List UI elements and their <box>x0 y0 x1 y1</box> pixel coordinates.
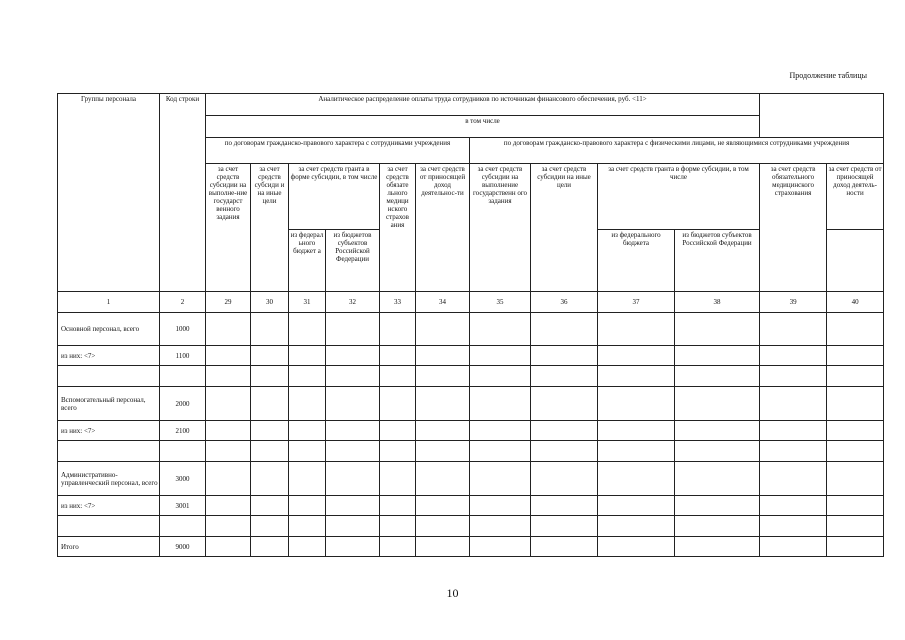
data-cell[interactable] <box>675 346 760 366</box>
header-grant2: за счет средств гранта в форме субсидии, в том числе <box>598 164 760 230</box>
row-label: Вспомогательный персонал, всего <box>58 387 160 421</box>
row-label: из них: <7> <box>58 346 160 366</box>
page-number: 10 <box>446 586 459 600</box>
header-c34: за счет средств от приносящей доход деятельнос-ти <box>416 164 470 292</box>
data-cell[interactable] <box>416 441 470 462</box>
data-cell[interactable] <box>531 313 598 346</box>
data-cell[interactable] <box>531 346 598 366</box>
data-cell[interactable] <box>416 421 470 441</box>
row-label: из них: <7> <box>58 421 160 441</box>
header-civil-ext: по договорам гражданско-правового характера с физическими лицами, не являющимися сотрудниками учреждения <box>470 138 884 164</box>
data-cell[interactable] <box>326 441 380 462</box>
data-cell[interactable] <box>251 441 289 462</box>
row-code: 1000 <box>160 313 206 346</box>
data-cell[interactable] <box>251 516 289 537</box>
data-cell[interactable] <box>326 366 380 387</box>
data-cell[interactable] <box>380 366 416 387</box>
table-row <box>58 516 884 537</box>
data-cell[interactable] <box>326 496 380 516</box>
data-cell[interactable] <box>416 387 470 421</box>
data-cell[interactable] <box>289 346 326 366</box>
data-cell[interactable] <box>598 387 675 421</box>
data-cell[interactable] <box>206 496 251 516</box>
data-cell[interactable] <box>760 366 827 387</box>
column-number: 1 <box>58 292 160 313</box>
data-cell[interactable] <box>531 516 598 537</box>
header-c36: за счет средств субсидии на иные цели <box>531 164 598 292</box>
continuation-label: Продолжение таблицы <box>789 71 867 80</box>
data-cell[interactable] <box>827 366 884 387</box>
column-number: 33 <box>380 292 416 313</box>
table-row <box>58 313 884 346</box>
data-cell[interactable] <box>531 366 598 387</box>
data-cell[interactable] <box>206 387 251 421</box>
header-blank <box>760 94 884 138</box>
data-cell[interactable] <box>827 387 884 421</box>
data-cell[interactable] <box>416 366 470 387</box>
row-code: 2100 <box>160 421 206 441</box>
data-cell[interactable] <box>289 366 326 387</box>
data-cell[interactable] <box>675 496 760 516</box>
header-c37: из федерального бюджета <box>598 230 675 292</box>
report-table <box>57 93 884 557</box>
data-cell[interactable] <box>470 441 531 462</box>
data-cell[interactable] <box>760 387 827 421</box>
data-cell[interactable] <box>675 516 760 537</box>
header-c33: за счет средств обязате льного медици нского страхов ания <box>380 164 416 292</box>
data-cell[interactable] <box>289 516 326 537</box>
data-cell[interactable] <box>380 496 416 516</box>
data-cell[interactable] <box>827 313 884 346</box>
data-cell[interactable] <box>827 537 884 557</box>
data-cell[interactable] <box>251 496 289 516</box>
data-cell[interactable] <box>251 387 289 421</box>
table-row <box>58 537 884 557</box>
data-cell[interactable] <box>326 421 380 441</box>
data-cell[interactable] <box>470 346 531 366</box>
data-cell[interactable] <box>760 516 827 537</box>
column-number: 29 <box>206 292 251 313</box>
header-c40: за счет средств от приносящей доход деятель-ности <box>827 164 884 230</box>
data-cell[interactable] <box>206 366 251 387</box>
data-cell[interactable] <box>416 346 470 366</box>
row-code: 2000 <box>160 387 206 421</box>
data-cell[interactable] <box>380 313 416 346</box>
data-cell[interactable] <box>598 516 675 537</box>
data-cell[interactable] <box>416 313 470 346</box>
data-cell[interactable] <box>251 537 289 557</box>
data-cell[interactable] <box>470 537 531 557</box>
data-cell[interactable] <box>598 366 675 387</box>
row-code: 9000 <box>160 537 206 557</box>
table-body <box>58 292 884 557</box>
data-cell[interactable] <box>531 537 598 557</box>
data-cell[interactable] <box>470 366 531 387</box>
data-cell[interactable] <box>598 421 675 441</box>
data-cell[interactable] <box>675 387 760 421</box>
column-number: 36 <box>531 292 598 313</box>
data-cell[interactable] <box>289 537 326 557</box>
data-cell[interactable] <box>380 421 416 441</box>
data-cell[interactable] <box>598 313 675 346</box>
data-cell[interactable] <box>326 313 380 346</box>
row-code: 3000 <box>160 462 206 496</box>
header-code: Код строки <box>160 94 206 292</box>
table-row <box>58 387 884 421</box>
data-cell[interactable] <box>760 346 827 366</box>
table-row <box>58 366 884 387</box>
data-cell[interactable] <box>206 421 251 441</box>
data-cell[interactable] <box>531 462 598 496</box>
data-cell[interactable] <box>206 346 251 366</box>
data-cell[interactable] <box>827 462 884 496</box>
table-row <box>58 346 884 366</box>
data-cell[interactable] <box>416 537 470 557</box>
data-cell[interactable] <box>675 462 760 496</box>
data-cell[interactable] <box>206 462 251 496</box>
data-cell[interactable] <box>760 496 827 516</box>
row-label: Итого <box>58 537 160 557</box>
header-grant1: за счет средств гранта в форме субсидии, в том числе <box>289 164 380 230</box>
row-code <box>160 516 206 537</box>
column-number: 34 <box>416 292 470 313</box>
data-cell[interactable] <box>251 366 289 387</box>
data-cell[interactable] <box>827 421 884 441</box>
row-label <box>58 441 160 462</box>
table-row <box>58 462 884 496</box>
data-cell[interactable] <box>531 496 598 516</box>
data-cell[interactable] <box>416 496 470 516</box>
column-number: 37 <box>598 292 675 313</box>
data-cell[interactable] <box>326 462 380 496</box>
header-c39: за счет средств обязательного медицинского страхования <box>760 164 827 292</box>
header-c40-blank <box>827 230 884 292</box>
row-label <box>58 516 160 537</box>
data-cell[interactable] <box>675 537 760 557</box>
data-cell[interactable] <box>289 496 326 516</box>
data-cell[interactable] <box>827 516 884 537</box>
data-cell[interactable] <box>380 516 416 537</box>
data-cell[interactable] <box>206 441 251 462</box>
row-code <box>160 366 206 387</box>
data-cell[interactable] <box>380 441 416 462</box>
data-cell[interactable] <box>251 313 289 346</box>
table-row <box>58 421 884 441</box>
data-cell[interactable] <box>251 346 289 366</box>
data-cell[interactable] <box>470 421 531 441</box>
header-c31: из федерал ьного бюджет а <box>289 230 326 292</box>
data-cell[interactable] <box>598 441 675 462</box>
data-cell[interactable] <box>251 421 289 441</box>
data-cell[interactable] <box>598 537 675 557</box>
column-number: 38 <box>675 292 760 313</box>
row-code: 3001 <box>160 496 206 516</box>
data-cell[interactable] <box>416 516 470 537</box>
data-cell[interactable] <box>760 441 827 462</box>
table-header <box>58 94 884 292</box>
data-cell[interactable] <box>380 387 416 421</box>
data-cell[interactable] <box>827 441 884 462</box>
data-cell[interactable] <box>531 441 598 462</box>
data-cell[interactable] <box>326 387 380 421</box>
row-label: Административно-управленческий персонал, всего <box>58 462 160 496</box>
data-cell[interactable] <box>598 496 675 516</box>
data-cell[interactable] <box>326 537 380 557</box>
data-cell[interactable] <box>289 462 326 496</box>
header-c38: из бюджетов субъектов Российской Федерации <box>675 230 760 292</box>
column-number: 30 <box>251 292 289 313</box>
data-cell[interactable] <box>289 441 326 462</box>
data-cell[interactable] <box>470 387 531 421</box>
header-c32: из бюджетов субъектов Российской Федерации <box>326 230 380 292</box>
data-cell[interactable] <box>380 462 416 496</box>
header-analytic: Аналитическое распределение оплаты труда сотрудников по источникам финансового обеспечения, руб. <11> <box>206 94 760 116</box>
data-cell[interactable] <box>470 462 531 496</box>
data-cell[interactable] <box>206 537 251 557</box>
column-number: 31 <box>289 292 326 313</box>
data-cell[interactable] <box>760 537 827 557</box>
data-cell[interactable] <box>416 462 470 496</box>
data-cell[interactable] <box>760 462 827 496</box>
row-code <box>160 441 206 462</box>
table-row <box>58 496 884 516</box>
data-cell[interactable] <box>289 421 326 441</box>
data-cell[interactable] <box>470 516 531 537</box>
column-number: 40 <box>827 292 884 313</box>
data-cell[interactable] <box>206 313 251 346</box>
data-cell[interactable] <box>470 496 531 516</box>
data-cell[interactable] <box>289 387 326 421</box>
row-code: 1100 <box>160 346 206 366</box>
column-number: 2 <box>160 292 206 313</box>
row-label: Основной персонал, всего <box>58 313 160 346</box>
data-cell[interactable] <box>531 387 598 421</box>
column-number: 35 <box>470 292 531 313</box>
data-cell[interactable] <box>675 313 760 346</box>
data-cell[interactable] <box>827 346 884 366</box>
column-number-row <box>58 292 884 313</box>
row-label <box>58 366 160 387</box>
table-row <box>58 441 884 462</box>
data-cell[interactable] <box>675 441 760 462</box>
data-cell[interactable] <box>326 516 380 537</box>
data-cell[interactable] <box>827 496 884 516</box>
header-civil-staff: по договорам гражданско-правового характера с сотрудниками учреждения <box>206 138 470 164</box>
data-cell[interactable] <box>251 462 289 496</box>
data-cell[interactable] <box>598 346 675 366</box>
data-cell[interactable] <box>675 421 760 441</box>
data-cell[interactable] <box>675 366 760 387</box>
header-incl: в том числе <box>206 116 760 138</box>
data-cell[interactable] <box>206 516 251 537</box>
header-c30: за счет средств субсиди и на иные цели <box>251 164 289 292</box>
data-cell[interactable] <box>380 537 416 557</box>
header-c35: за счет средств субсидии на выполнение государственн ого задания <box>470 164 531 292</box>
column-number: 39 <box>760 292 827 313</box>
column-number: 32 <box>326 292 380 313</box>
data-cell[interactable] <box>470 313 531 346</box>
data-cell[interactable] <box>326 346 380 366</box>
data-cell[interactable] <box>380 346 416 366</box>
data-cell[interactable] <box>760 313 827 346</box>
data-cell[interactable] <box>531 421 598 441</box>
row-label: из них: <7> <box>58 496 160 516</box>
data-cell[interactable] <box>289 313 326 346</box>
header-c29: за счет средств субсидии на выполне-ние государст венного задания <box>206 164 251 292</box>
header-groups: Группы персонала <box>58 94 160 292</box>
data-cell[interactable] <box>598 462 675 496</box>
data-cell[interactable] <box>760 421 827 441</box>
